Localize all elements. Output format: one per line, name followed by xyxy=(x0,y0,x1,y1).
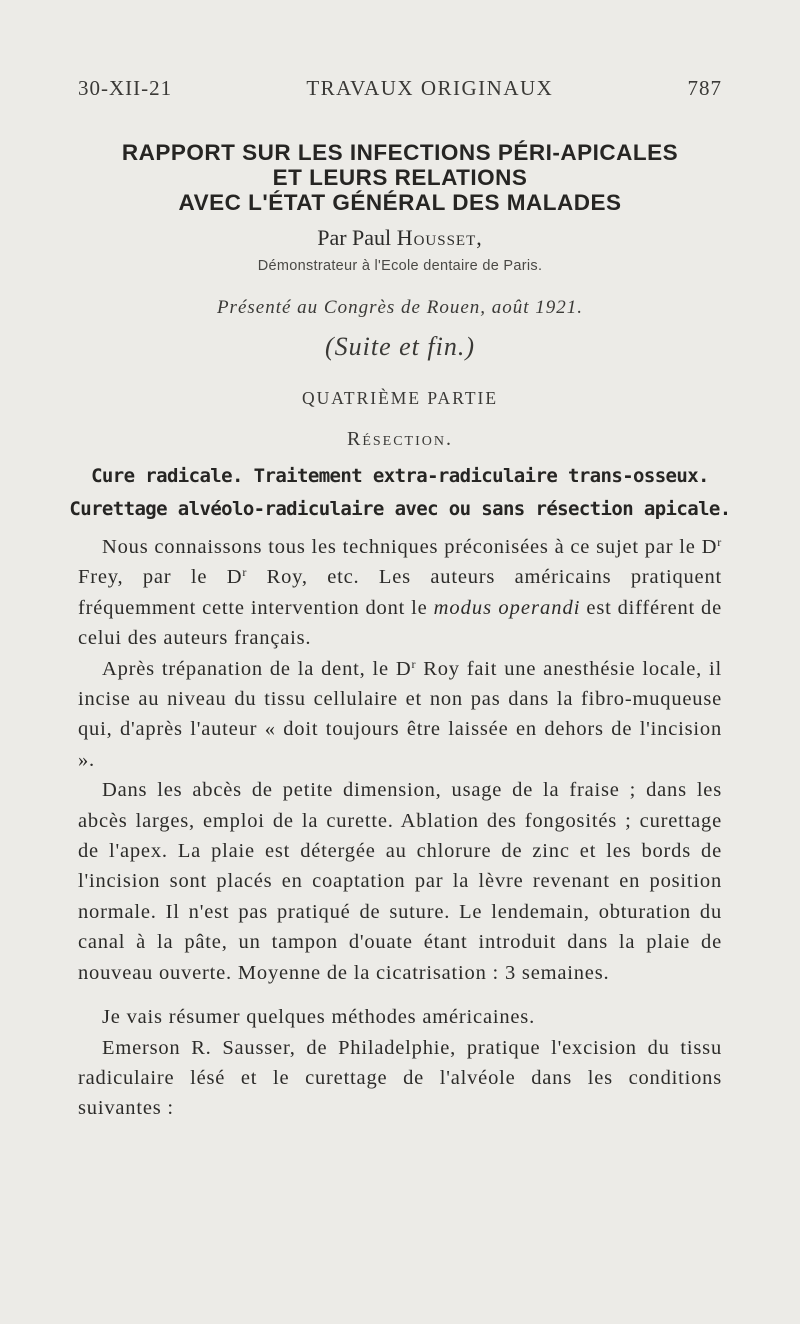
paragraph-5: Emerson R. Sausser, de Philadelphie, pratique l'excision du tissu radiculaire lésé et le curettage de l'alvéole dans les conditions suivantes : xyxy=(78,1036,722,1120)
subheading-line-1: Cure radicale. Traitement extra-radiculaire trans-osseux. xyxy=(91,465,709,487)
latin-term: modus operandi xyxy=(433,596,581,619)
superscript: r xyxy=(717,535,722,549)
paragraph-1-text-b: Frey, par le D xyxy=(78,566,243,589)
article-title xyxy=(60,140,740,215)
paragraph-2-text-a: Après trépanation de la dent, le D xyxy=(102,657,412,680)
part-heading: QUATRIÈME PARTIE xyxy=(301,388,499,408)
author-affiliation: Démonstrateur à l'Ecole dentaire de Paris. xyxy=(257,258,543,274)
section-heading: Résection. xyxy=(346,428,453,450)
subheading-line-2: Curettage alvéolo-radiculaire avec ou sans résection apicale. xyxy=(69,498,731,520)
author-prefix: Par Paul xyxy=(317,225,392,250)
author-surname: Housset, xyxy=(396,225,483,250)
presentation-note: Présenté au Congrès de Rouen, août 1921. xyxy=(216,297,584,318)
paragraph-2 xyxy=(78,654,722,776)
article-body xyxy=(78,532,722,1124)
page-number: 787 xyxy=(687,76,722,100)
title-line-3: AVEC L'ÉTAT GÉNÉRAL DES MALADES xyxy=(178,190,622,215)
header-section: TRAVAUX ORIGINAUX xyxy=(306,76,554,100)
paragraph-2-text-b: Roy fait une anesthésie locale, il incise au niveau du tissu cellulaire et non pas dans la fibro-muqueuse qui, d'après l'auteur « doit toujours être laissée en dehors de l'incision ». xyxy=(78,657,722,771)
subheading xyxy=(60,460,740,526)
title-line-1: RAPPORT SUR LES INFECTIONS PÉRI-APICALES xyxy=(121,140,679,165)
superscript: r xyxy=(411,656,417,671)
paragraph-1-text-a: Nous connaissons tous les techniques préconisées à ce sujet par le D xyxy=(102,536,718,558)
paragraph-4: Je vais résumer quelques méthodes américaines. xyxy=(102,1006,535,1029)
running-header xyxy=(78,76,722,101)
header-date: 30-XII-21 xyxy=(78,76,173,100)
paragraph-1-text-c: Roy, etc. Les auteurs américains pratiquent fréquemment cette intervention dont le xyxy=(78,566,722,619)
author-line xyxy=(0,225,800,251)
title-line-2: ET LEURS RELATIONS xyxy=(272,165,528,190)
continuation-note: (Suite et fin.) xyxy=(324,332,475,361)
paragraph-3: Dans les abcès de petite dimension, usage de la fraise ; dans les abcès larges, emploi de la curette. Ablation des fongosités ; curettage de l'apex. La plaie est détergée au chlorure de zinc et les bords de l'incision sont placés en coaptation par la lèvre revenant en position normale. Il n'est pas pratiqué de suture. Le lendemain, obturation du canal à la pâte, un tampon d'ouate étant introduit dans la plaie de nouveau ouverte. Moyenne de la cicatrisation : 3 semaines. xyxy=(78,779,722,984)
superscript: r xyxy=(242,565,248,580)
paragraph-1-text-d: est différent de celui des auteurs français. xyxy=(78,596,722,650)
paragraph-1 xyxy=(78,532,722,654)
